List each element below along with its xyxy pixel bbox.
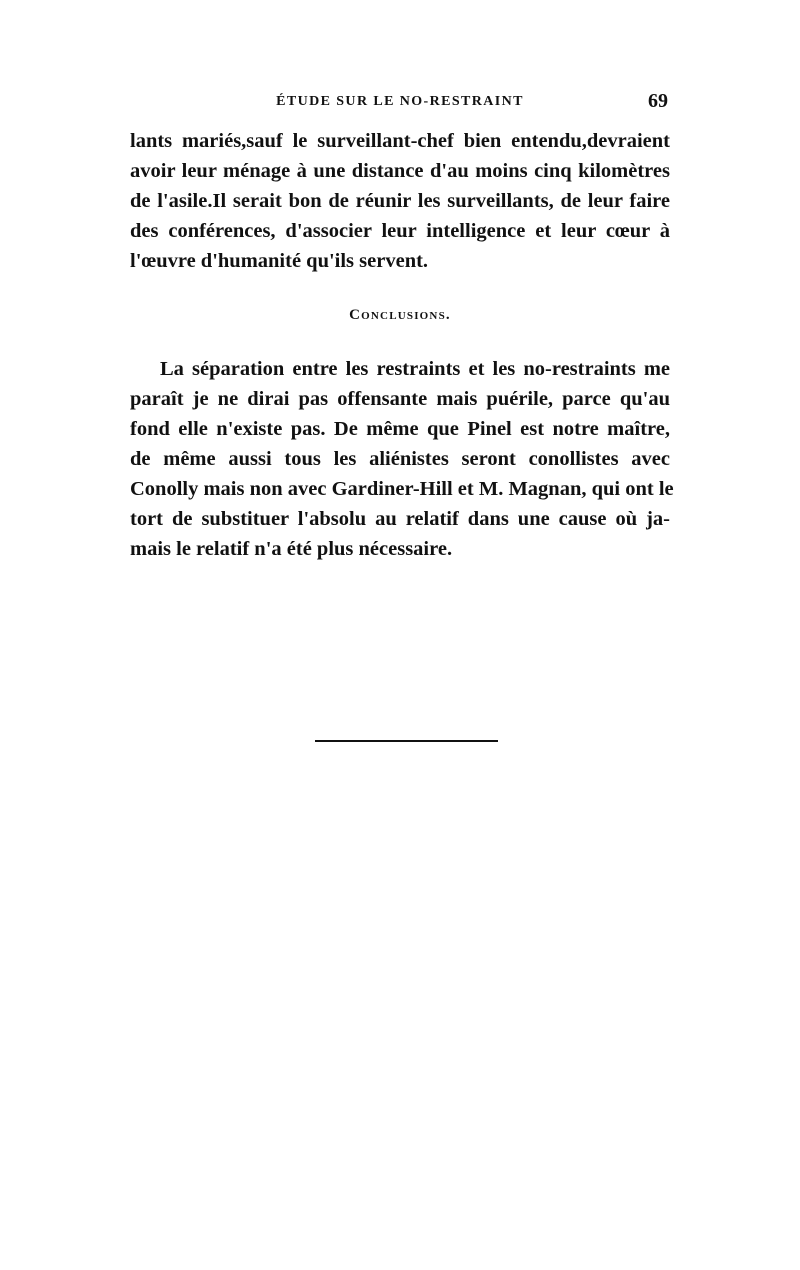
text-line: La séparation entre les restraints et les no-restraints me: [160, 358, 670, 380]
text-line: fond elle n'existe pas. De même que Pinel est notre maître,: [130, 418, 670, 440]
paragraph-conclusions: [130, 354, 674, 564]
text-line: de l'asile.Il serait bon de réunir les surveillants, de leur faire: [130, 190, 670, 212]
page-number: 69: [648, 90, 668, 112]
text-line: l'œuvre d'humanité qu'ils servent.: [130, 250, 429, 272]
text-line: avoir leur ménage à une distance d'au moins cinq kilomètres: [130, 160, 670, 182]
text-line: mais le relatif n'a été plus nécessaire.: [130, 538, 453, 560]
running-title: ÉTUDE SUR LE NO-RESTRAINT: [276, 94, 524, 109]
page-header: [130, 92, 670, 122]
text-line: des conférences, d'associer leur intelligence et leur cœur à: [130, 220, 670, 242]
text-line: Conolly mais non avec Gardiner-Hill et M. Magnan, qui ont le: [130, 478, 674, 500]
paragraph-surveillants: [130, 126, 670, 276]
text-line: lants mariés,sauf le surveillant-chef bien entendu,devraient: [130, 130, 670, 152]
section-heading: Conclusions.: [349, 307, 451, 323]
text-line: tort de substituer l'absolu au relatif dans une cause où ja-: [130, 508, 670, 530]
text-line: de même aussi tous les aliénistes seront conollistes avec: [130, 448, 670, 470]
end-rule: [315, 740, 498, 742]
text-line: paraît je ne dirai pas offensante mais puérile, parce qu'au: [130, 388, 670, 410]
